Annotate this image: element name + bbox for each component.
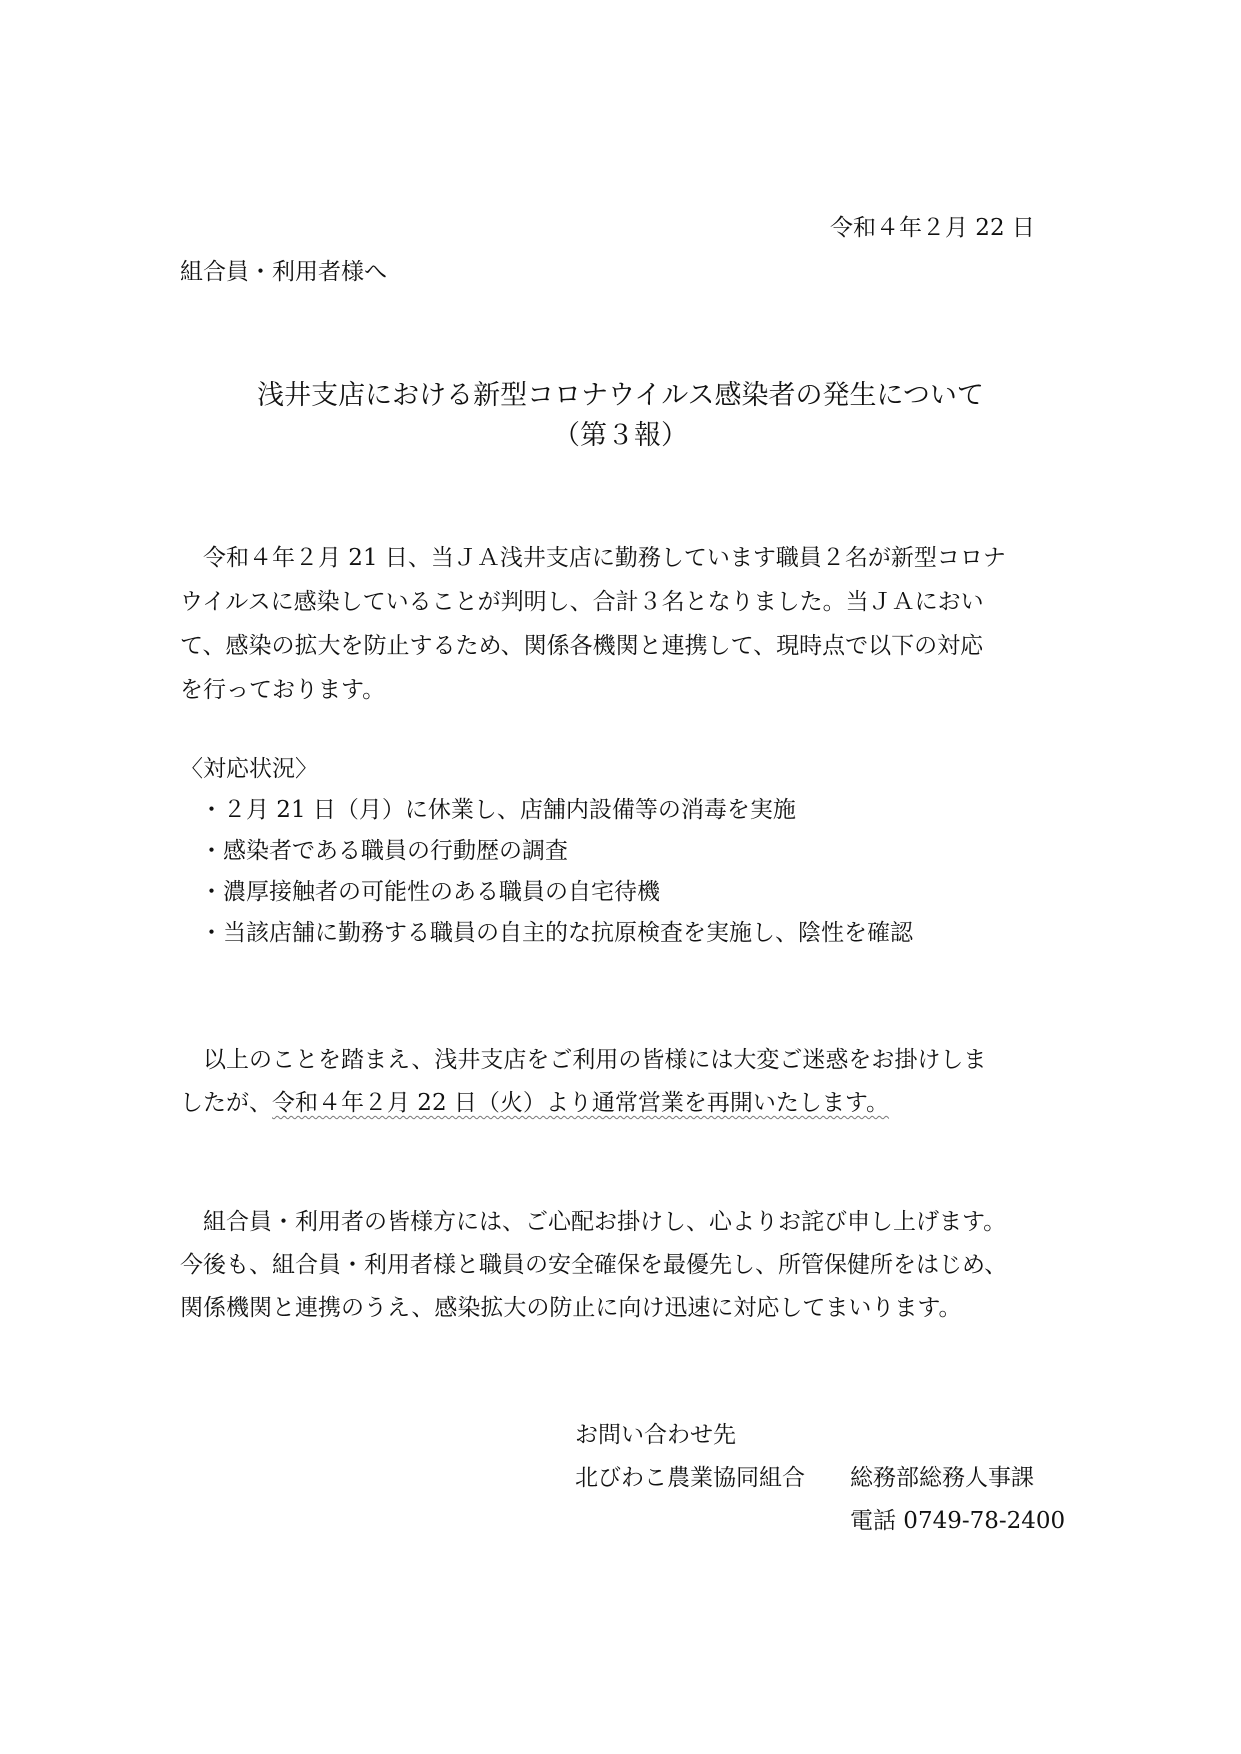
paragraph3-line: 組合員・利用者の皆様方には、ご心配お掛けし、心よりお詫び申し上げます。 (203, 1209, 1007, 1235)
status-item: ・２月 21 日（月）に休業し、店舗内設備等の消毒を実施 (200, 797, 796, 823)
reopening-notice: 令和４年２月 22 日（火）より通常営業を再開いたします。 (272, 1090, 890, 1116)
paragraph1-line: 令和４年２月 21 日、当ＪＡ浅井支店に勤務しています職員２名が新型コロナ (203, 545, 1006, 571)
contact-department: 総務部総務人事課 (850, 1465, 1034, 1491)
paragraph1-line: ウイルスに感染していることが判明し、合計３名となりました。当ＪＡにおい (180, 589, 984, 615)
paragraph3-line: 今後も、組合員・利用者様と職員の安全確保を最優先し、所管保健所をはじめ、 (180, 1252, 1008, 1278)
status-item: ・濃厚接触者の可能性のある職員の自宅待機 (200, 879, 660, 905)
addressee: 組合員・利用者様へ (180, 259, 387, 285)
paragraph2-line (180, 1088, 889, 1118)
status-item: ・感染者である職員の行動歴の調査 (200, 838, 568, 864)
contact-organization: 北びわこ農業協同組合 (575, 1465, 805, 1491)
status-item: ・当該店舗に勤務する職員の自主的な抗原検査を実施し、陰性を確認 (200, 920, 913, 946)
notice-title: 浅井支店における新型コロナウイルス感染者の発生について (257, 380, 984, 411)
paragraph1-line: て、感染の拡大を防止するため、関係各機関と連携して、現時点で以下の対応 (180, 633, 984, 659)
status-heading: 〈対応状況〉 (180, 756, 318, 782)
paragraph3-line: 関係機関と連携のうえ、感染拡大の防止に向け迅速に対応してまいります。 (180, 1295, 962, 1321)
issue-date: 令和４年２月 22 日 (830, 215, 1035, 241)
contact-phone: 電話 0749-78-2400 (850, 1508, 1066, 1534)
paragraph2-prefix: したが、 (180, 1090, 272, 1116)
contact-label: お問い合わせ先 (575, 1422, 736, 1448)
notice-subtitle: （第３報） (553, 420, 688, 451)
paragraph2-line: 以上のことを踏まえ、浅井支店をご利用の皆様には大変ご迷惑をお掛けしま (203, 1047, 987, 1073)
paragraph1-line: を行っております。 (180, 677, 386, 703)
